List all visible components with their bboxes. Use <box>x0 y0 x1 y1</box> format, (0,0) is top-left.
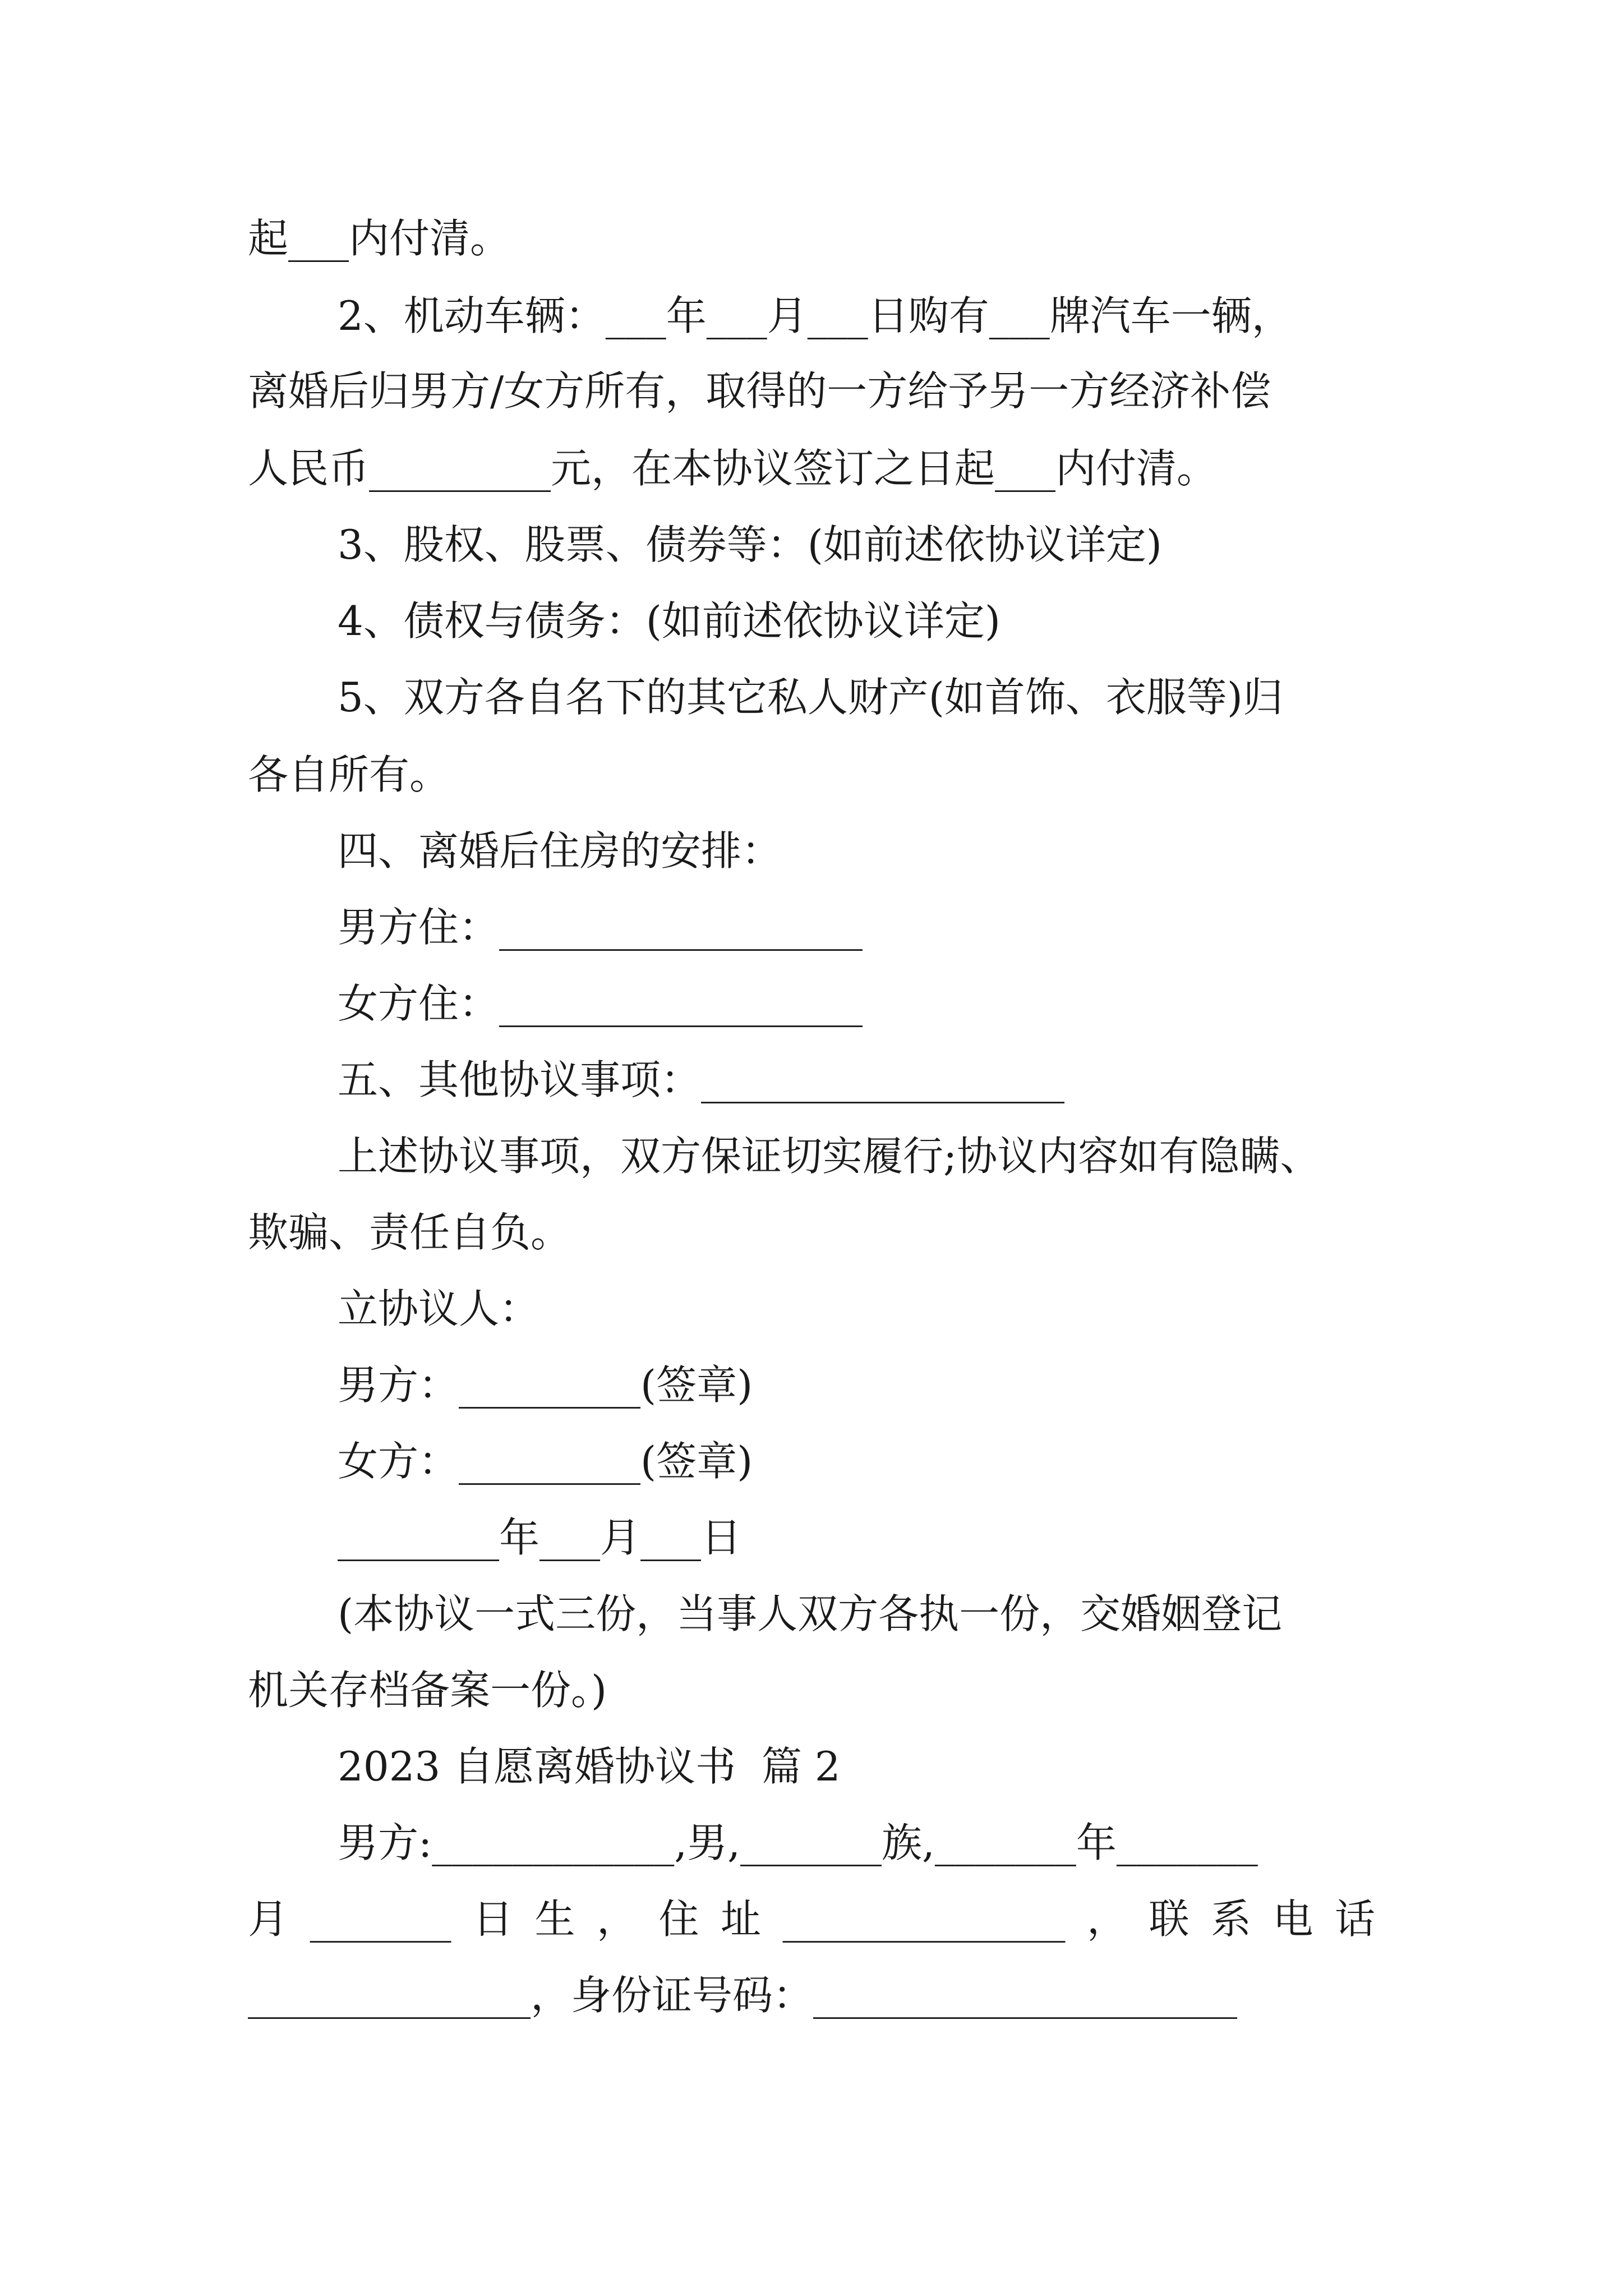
text-token: 生 <box>534 1895 575 1943</box>
text-line-12: 五、其他协议事项：__________________ <box>338 1056 1065 1103</box>
text-token: 电 <box>1272 1895 1313 1943</box>
text-line-15: 立协议人： <box>338 1285 540 1332</box>
text-token: ______________ <box>782 1895 1066 1943</box>
text-line-23 <box>248 1894 1375 1944</box>
text-token: 月 <box>248 1895 289 1943</box>
text-line-22: 男方:____________,男,_______族,_______年_______ <box>338 1819 1258 1866</box>
text-line-24: ______________，身份证号码：_____________________ <box>248 1972 1238 2019</box>
text-line-20: 机关存档备案一份。) <box>248 1667 607 1714</box>
text-token: 系 <box>1210 1895 1251 1943</box>
text-token: 联 <box>1149 1895 1189 1943</box>
text-line-5: 3、股权、股票、债券等：(如前述依协议详定) <box>338 521 1162 568</box>
text-line-10: 男方住：__________________ <box>338 904 863 951</box>
text-token: 住 <box>658 1895 699 1943</box>
text-line-18: ________年___月___日 <box>338 1514 741 1561</box>
text-line-16: 男方：_________(签章) <box>338 1361 753 1409</box>
text-line-17: 女方：_________(签章) <box>338 1438 753 1485</box>
section-heading: 2023 自愿离婚协议书 篇 2 <box>338 1743 841 1790</box>
text-line-4: 人民币_________元，在本协议签订之日起___内付清。 <box>248 445 1218 492</box>
text-token: _______ <box>310 1895 451 1943</box>
text-line-19: (本协议一式三份，当事人双方各执一份，交婚姻登记 <box>338 1590 1283 1637</box>
text-token: ， <box>1086 1895 1127 1943</box>
text-line-6: 4、债权与债务：(如前述依协议详定) <box>338 597 1000 645</box>
text-line-13: 上述协议事项，双方保证切实履行;协议内容如有隐瞒、 <box>338 1133 1321 1180</box>
text-line-3: 离婚后归男方/女方所有，取得的一方给予另一方经济补偿 <box>248 367 1271 415</box>
text-token: 址 <box>720 1895 761 1943</box>
text-line-11: 女方住：__________________ <box>338 980 863 1027</box>
text-line-2: 2、机动车辆：___年___月___日购有___牌汽车一辆， <box>338 292 1292 339</box>
text-line-7: 5、双方各自名下的其它私人财产(如首饰、衣服等)归 <box>338 674 1283 721</box>
text-line-8: 各自所有。 <box>248 751 450 798</box>
text-token: ， <box>596 1895 637 1943</box>
text-line-1: 起___内付清。 <box>248 215 511 262</box>
text-line-14: 欺骗、责任自负。 <box>248 1209 571 1256</box>
text-token: 日 <box>472 1895 513 1943</box>
text-token: 话 <box>1334 1895 1375 1943</box>
text-line-9: 四、离婚后住房的安排： <box>338 827 782 875</box>
